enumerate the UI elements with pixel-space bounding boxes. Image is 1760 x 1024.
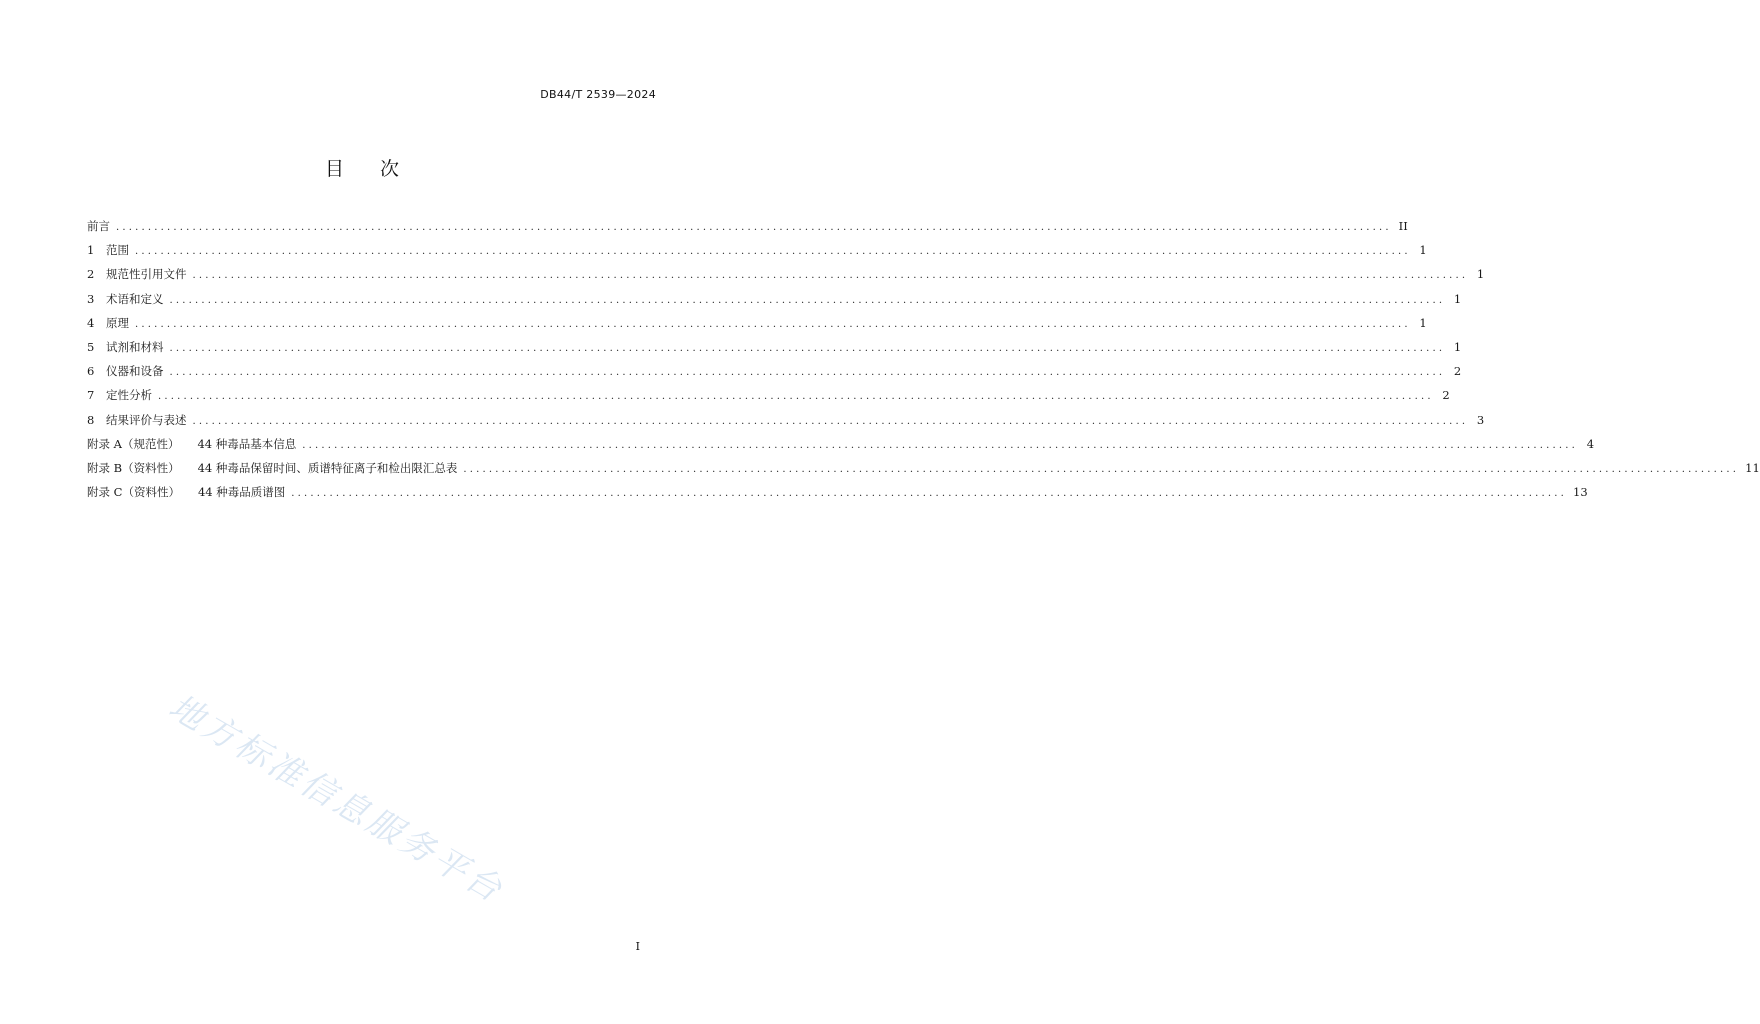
toc-item-number: 4 <box>87 315 95 330</box>
toc-item-label: 附录 A（规范性） <box>87 436 180 451</box>
toc-item-annex-b[interactable] <box>87 460 1760 484</box>
toc-leader-dots: ........................................................................................................................................................................................................ <box>302 439 1579 451</box>
watermark: 地方标准信息服务平台 <box>162 686 512 912</box>
toc-item-page: II <box>1398 219 1408 233</box>
document-code: DB44/T 2539—2024 <box>540 88 656 101</box>
toc-item-number: 8 <box>87 412 95 427</box>
toc-item-page: 2 <box>1453 364 1462 379</box>
table-of-contents <box>87 218 1760 508</box>
toc-item-number: 2 <box>87 267 95 282</box>
toc-item-label: 仪器和设备 <box>106 364 164 379</box>
toc-item-label: 试剂和材料 <box>106 339 164 354</box>
toc-item-annex-c[interactable] <box>87 484 1588 508</box>
toc-leader-dots: ........................................................................................................................................................................................................ <box>169 294 1446 306</box>
toc-item-results[interactable] <box>87 412 1485 436</box>
toc-item-label: 规范性引用文件 <box>106 267 187 282</box>
toc-item-label: 术语和定义 <box>106 291 164 306</box>
toc-item-page: 1 <box>1476 267 1485 282</box>
toc-item-page: 2 <box>1442 388 1450 403</box>
toc-item-label: 定性分析 <box>106 388 152 403</box>
toc-item-page: 11 <box>1745 460 1760 475</box>
page-title-part2: 次 <box>380 158 400 180</box>
toc-item-subtitle: 44 种毒品质谱图 <box>197 485 286 500</box>
toc-item-label: 原理 <box>106 315 129 330</box>
toc-leader-dots: ........................................................................................................................................................................................................ <box>135 246 1411 258</box>
toc-item-qualitative-analysis[interactable] <box>87 387 1450 411</box>
toc-leader-dots: ........................................................................................................................................................................................................ <box>169 342 1446 354</box>
toc-leader-dots: ........................................................................................................................................................................................................ <box>192 270 1469 282</box>
toc-item-number: 3 <box>87 291 95 306</box>
toc-leader-dots: ........................................................................................................................................................................................................ <box>169 367 1446 379</box>
toc-item-terms-definitions[interactable] <box>87 291 1462 315</box>
toc-item-page: 4 <box>1586 436 1595 451</box>
toc-item-label: 附录 B（资料性） <box>87 460 180 475</box>
toc-leader-dots: ........................................................................................................................................................................................................ <box>291 488 1568 500</box>
toc-item-page: 3 <box>1476 412 1485 427</box>
toc-item-subtitle: 44 种毒品基本信息 <box>197 436 297 451</box>
page-title <box>0 154 724 181</box>
toc-item-reagents[interactable] <box>87 339 1462 363</box>
toc-item-page: 1 <box>1419 315 1427 330</box>
toc-leader-dots: ........................................................................................................................................................................................................ <box>463 463 1740 475</box>
toc-item-page: 13 <box>1573 485 1588 500</box>
toc-item-annex-a[interactable] <box>87 436 1595 460</box>
toc-item-scope[interactable] <box>87 242 1427 266</box>
toc-item-page: 1 <box>1453 339 1462 354</box>
toc-item-label: 范围 <box>106 243 129 258</box>
toc-leader-dots: ........................................................................................................................................................................................................ <box>192 415 1469 427</box>
toc-item-label: 结果评价与表述 <box>106 412 187 427</box>
toc-item-normative-references[interactable] <box>87 266 1485 290</box>
page-number: I <box>635 940 640 953</box>
toc-leader-dots: ........................................................................................................................................................................................................ <box>116 222 1392 233</box>
toc-item-number: 6 <box>87 364 95 379</box>
toc-item-foreword[interactable] <box>87 218 1408 242</box>
toc-leader-dots: ........................................................................................................................................................................................................ <box>135 318 1411 330</box>
toc-item-label: 前言 <box>87 219 110 233</box>
toc-item-subtitle: 44 种毒品保留时间、质谱特征离子和检出限汇总表 <box>197 460 458 475</box>
toc-item-number: 7 <box>87 388 95 403</box>
toc-item-number: 5 <box>87 339 95 354</box>
page-title-part1: 目 <box>324 158 344 180</box>
toc-item-label: 附录 C（资料性） <box>87 485 180 500</box>
toc-item-apparatus[interactable] <box>87 363 1462 387</box>
toc-item-page: 1 <box>1453 291 1462 306</box>
toc-item-number: 1 <box>87 243 95 258</box>
toc-leader-dots: ........................................................................................................................................................................................................ <box>158 391 1434 403</box>
toc-item-page: 1 <box>1419 243 1427 258</box>
toc-item-principle[interactable] <box>87 315 1427 339</box>
